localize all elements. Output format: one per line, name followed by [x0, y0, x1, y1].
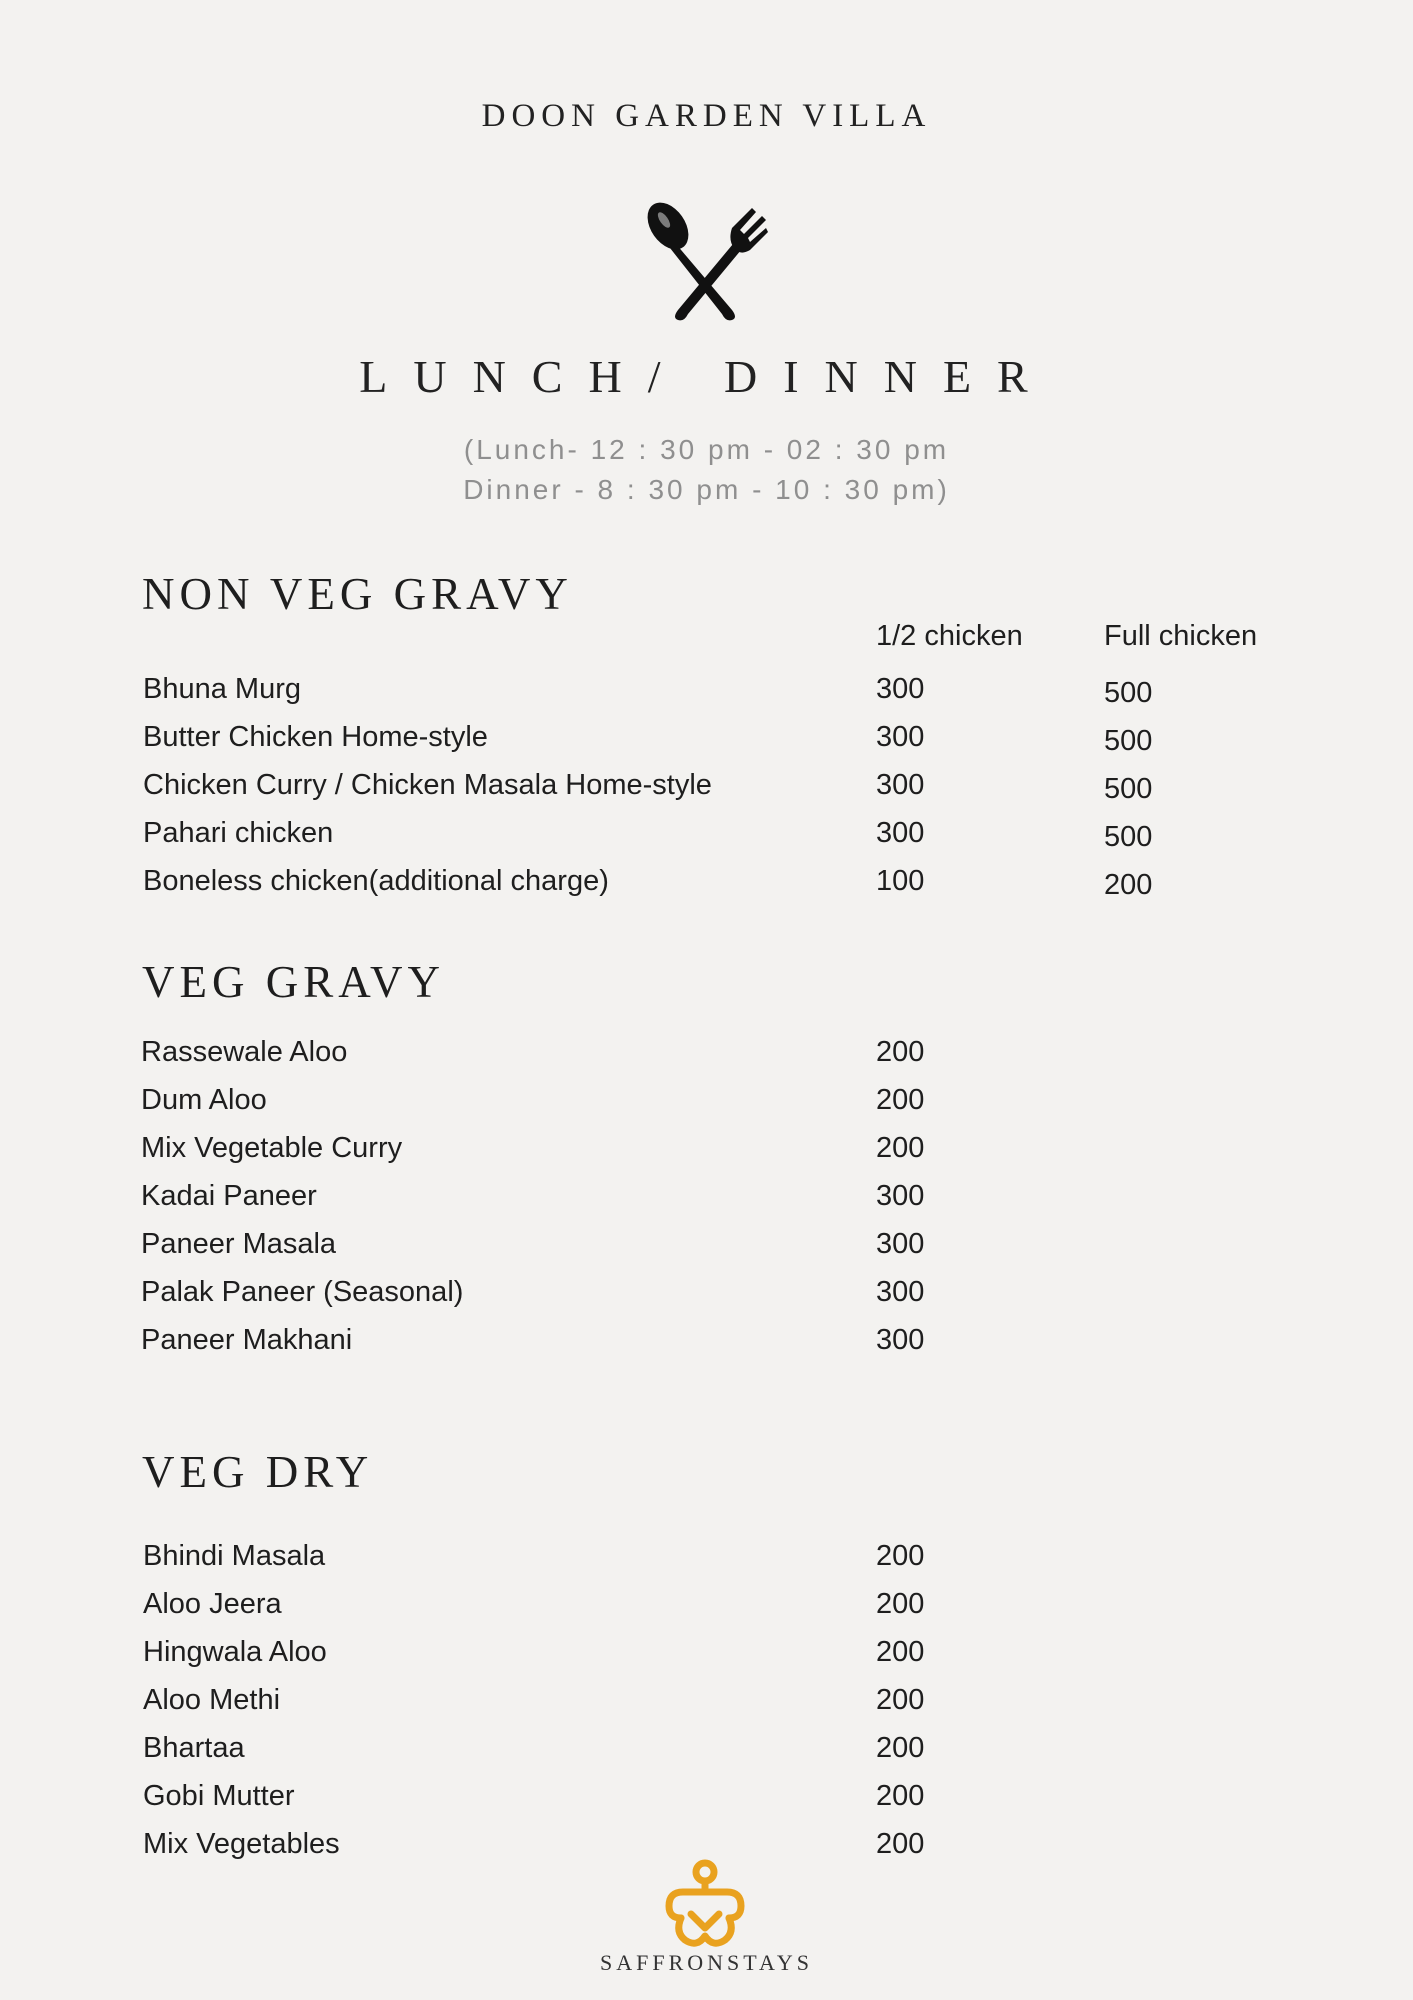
item-price: 200	[876, 1636, 925, 1668]
item-name: Palak Paneer (Seasonal)	[141, 1276, 464, 1308]
item-price-full: 500	[1104, 773, 1153, 805]
item-price: 200	[876, 1780, 925, 1812]
menu-item	[0, 1540, 1413, 1588]
item-name: Pahari chicken	[143, 817, 334, 849]
menu-item	[0, 1780, 1413, 1828]
item-name: Rassewale Aloo	[141, 1036, 348, 1068]
menu-item	[0, 1732, 1413, 1780]
item-price: 200	[876, 1732, 925, 1764]
dinner-hours: Dinner - 8 : 30 pm - 10 : 30 pm)	[463, 474, 950, 505]
column-header-full-chicken: Full chicken	[1104, 620, 1258, 652]
saffronstays-logo-text: SAFFRONSTAYS	[600, 1950, 813, 1975]
menu-item	[0, 1228, 1413, 1276]
item-name: Chicken Curry / Chicken Masala Home-style	[143, 769, 712, 801]
item-name: Mix Vegetables	[143, 1828, 340, 1860]
item-price: 200	[876, 1828, 925, 1860]
section-title-non-veg-gravy: NON VEG GRAVY	[142, 569, 573, 619]
item-name: Gobi Mutter	[143, 1780, 295, 1812]
item-name: Paneer Masala	[141, 1228, 337, 1260]
item-price-full: 500	[1104, 677, 1153, 709]
menu-item	[0, 721, 1413, 769]
menu-item	[0, 769, 1413, 817]
item-price-full: 500	[1104, 725, 1153, 757]
menu-item	[0, 1084, 1413, 1132]
item-name: Aloo Methi	[143, 1684, 281, 1716]
menu-item	[0, 1276, 1413, 1324]
item-price-half: 300	[876, 769, 925, 801]
item-price: 300	[876, 1228, 925, 1260]
item-name: Mix Vegetable Curry	[141, 1132, 403, 1164]
item-name: Dum Aloo	[141, 1084, 267, 1116]
menu-item	[0, 673, 1413, 721]
item-price-half: 100	[876, 865, 925, 897]
item-price: 200	[876, 1684, 925, 1716]
item-price: 300	[876, 1180, 925, 1212]
menu-item	[0, 817, 1413, 865]
menu-item	[0, 865, 1413, 913]
item-price: 300	[876, 1276, 925, 1308]
page-title: LUNCH/ DINNER	[359, 351, 1054, 402]
item-price-half: 300	[876, 817, 925, 849]
item-name: Kadai Paneer	[141, 1180, 317, 1212]
service-hours	[0, 430, 1413, 510]
brand-name: DOON GARDEN VILLA	[481, 98, 932, 134]
lunch-hours: (Lunch- 12 : 30 pm - 02 : 30 pm	[463, 434, 950, 465]
menu-item	[0, 1036, 1413, 1084]
item-name: Bhuna Murg	[143, 673, 301, 705]
item-price: 200	[876, 1588, 925, 1620]
item-price: 300	[876, 1324, 925, 1356]
item-price-half: 300	[876, 721, 925, 753]
item-name: Boneless chicken(additional charge)	[143, 865, 609, 897]
menu-item	[0, 1132, 1413, 1180]
cutlery-icon	[640, 198, 770, 322]
item-name: Paneer Makhani	[141, 1324, 353, 1356]
item-name: Bhindi Masala	[143, 1540, 326, 1572]
menu-item	[0, 1588, 1413, 1636]
saffronstays-logo-icon	[655, 1858, 755, 1958]
item-price: 200	[876, 1036, 925, 1068]
menu-item	[0, 1180, 1413, 1228]
item-price-full: 200	[1104, 869, 1153, 901]
item-price: 200	[876, 1540, 925, 1572]
item-name: Hingwala Aloo	[143, 1636, 327, 1668]
menu-item	[0, 1324, 1413, 1372]
menu-item	[0, 1684, 1413, 1732]
column-header-half-chicken: 1/2 chicken	[876, 620, 1023, 652]
item-name: Bhartaa	[143, 1732, 245, 1764]
item-price: 200	[876, 1132, 925, 1164]
section-title-veg-gravy: VEG GRAVY	[142, 957, 445, 1007]
item-name: Butter Chicken Home-style	[143, 721, 488, 753]
menu-item	[0, 1636, 1413, 1684]
section-title-veg-dry: VEG DRY	[142, 1447, 374, 1497]
item-name: Aloo Jeera	[143, 1588, 282, 1620]
item-price: 200	[876, 1084, 925, 1116]
item-price-full: 500	[1104, 821, 1153, 853]
item-price-half: 300	[876, 673, 925, 705]
